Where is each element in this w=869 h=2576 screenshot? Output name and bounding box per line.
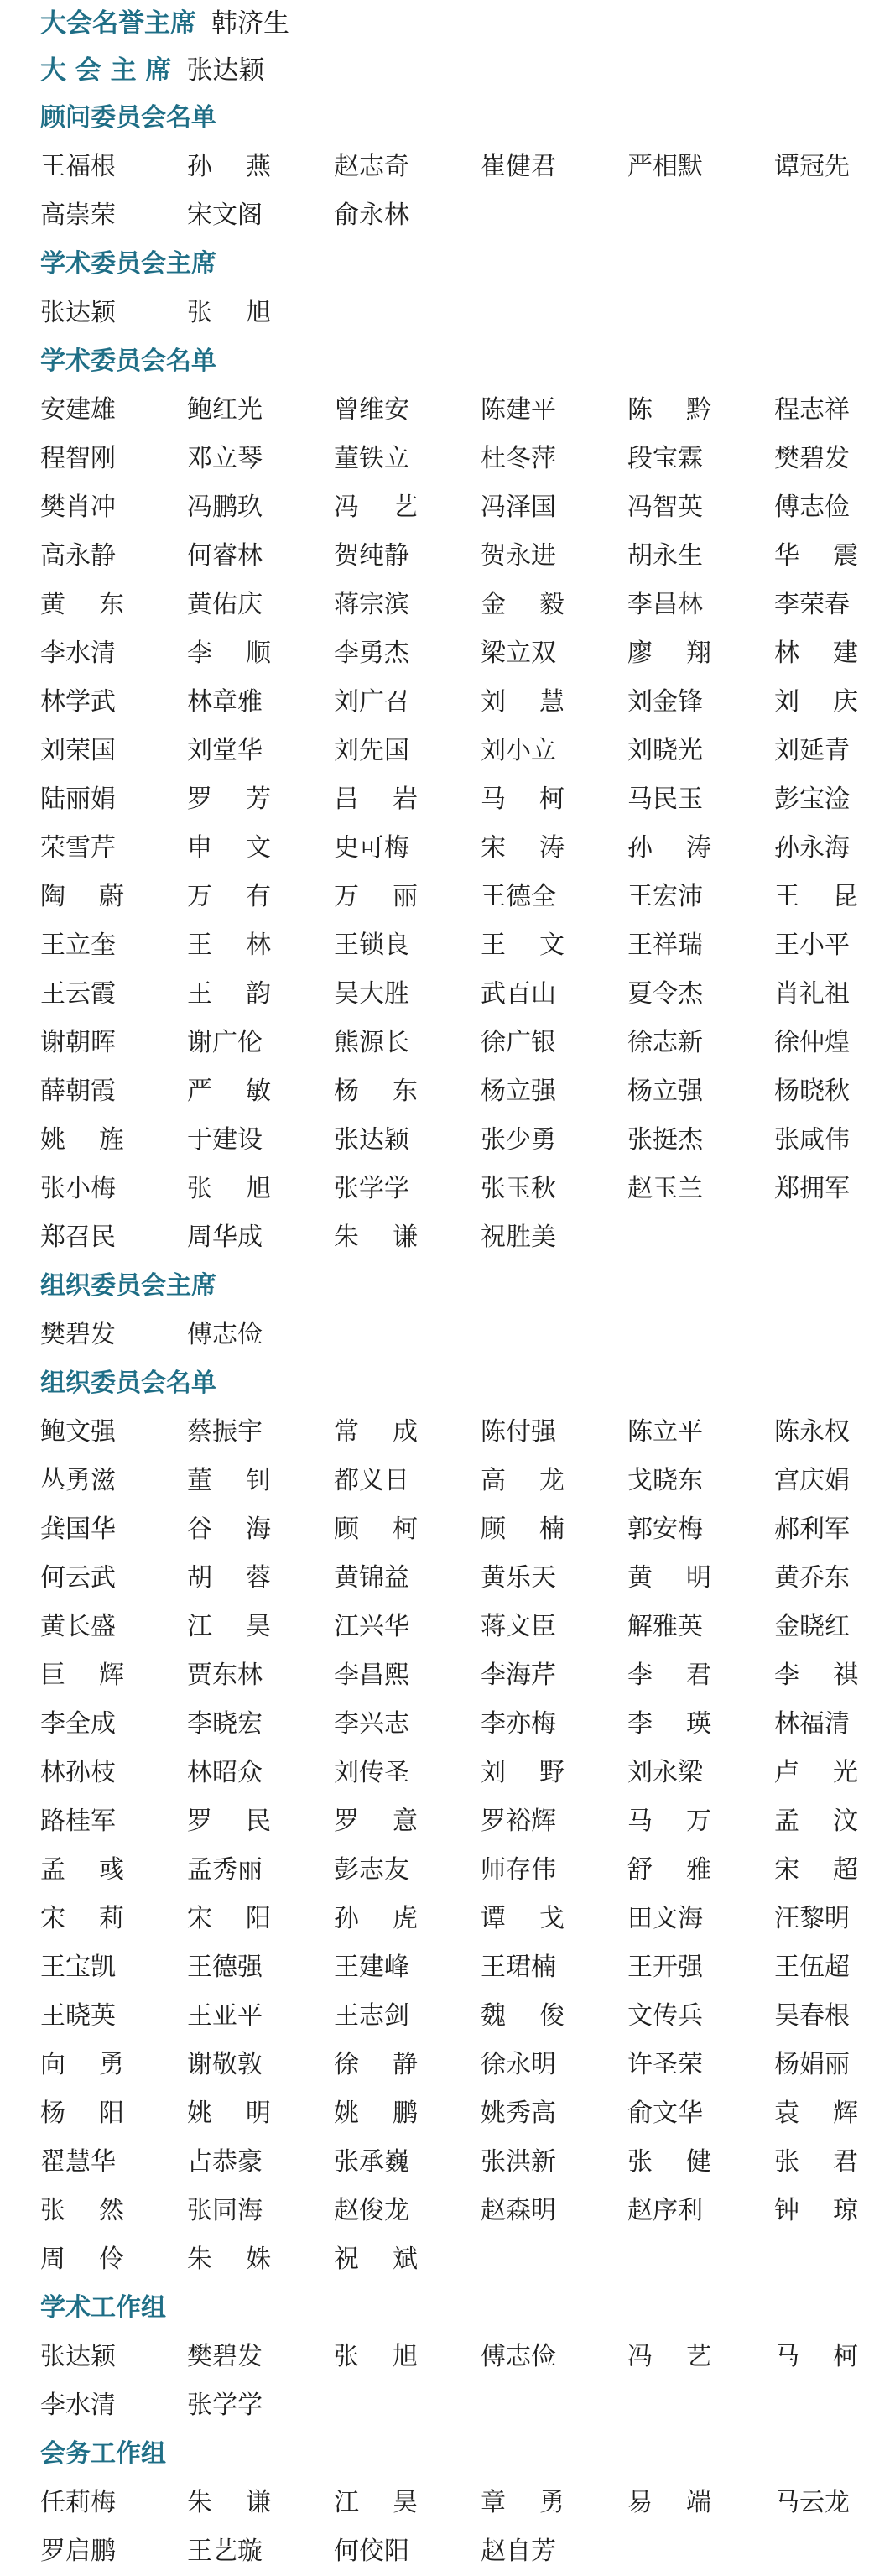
member-name: 王云霞 — [40, 979, 116, 1009]
member-name: 刘 庆 — [774, 687, 858, 717]
member-name: 林学武 — [40, 687, 116, 717]
section-title: 学术委员会主席 — [40, 249, 216, 279]
member-name: 姚 旌 — [40, 1125, 124, 1155]
member-name: 李 祺 — [774, 1661, 858, 1690]
member-name: 王 昆 — [774, 882, 858, 911]
member-name: 江 昊 — [187, 1612, 271, 1641]
member-name: 张洪新 — [481, 2147, 556, 2177]
member-name: 史可梅 — [334, 833, 409, 863]
member-name: 何睿林 — [187, 541, 263, 571]
member-name: 戈晓东 — [627, 1466, 703, 1495]
section-title: 会务工作组 — [40, 2439, 166, 2469]
section-title: 组织委员会名单 — [40, 1369, 216, 1398]
member-name: 陈 黔 — [627, 395, 711, 425]
member-name: 谭 戈 — [481, 1904, 565, 1933]
member-name: 朱 谦 — [187, 2488, 271, 2517]
member-name: 孙 虎 — [334, 1904, 418, 1933]
member-name: 林昭众 — [187, 1758, 263, 1787]
member-name: 张学学 — [187, 2391, 263, 2420]
chair-name: 张达颖 — [186, 55, 265, 86]
member-name: 黄 明 — [627, 1563, 711, 1593]
member-name: 王德全 — [481, 882, 556, 911]
member-name: 张达颖 — [40, 2342, 116, 2371]
member-name: 冯鹏玖 — [187, 493, 263, 522]
member-name: 王福根 — [40, 152, 116, 181]
section-title: 学术委员会名单 — [40, 347, 216, 376]
member-name: 李昌林 — [627, 590, 703, 619]
member-name: 冯泽国 — [481, 493, 556, 522]
member-name: 翟慧华 — [40, 2147, 116, 2177]
member-name: 文传兵 — [627, 2001, 703, 2031]
member-name: 赵自芳 — [481, 2537, 556, 2566]
member-name: 程志祥 — [774, 395, 850, 425]
member-name: 彭志友 — [334, 1855, 409, 1885]
member-name: 董 钊 — [187, 1466, 271, 1495]
member-name: 孟秀丽 — [187, 1855, 263, 1885]
member-name: 钟 琼 — [774, 2196, 858, 2225]
member-name: 李 君 — [627, 1661, 711, 1690]
member-name: 郑召民 — [40, 1223, 116, 1252]
member-name: 俞永林 — [334, 201, 409, 230]
member-name: 王锁良 — [334, 931, 409, 960]
member-name: 孙永海 — [774, 833, 850, 863]
honorary-chair-name: 韩济生 — [211, 8, 289, 39]
member-name: 张 健 — [627, 2147, 711, 2177]
member-name: 卢 光 — [774, 1758, 858, 1787]
member-name: 朱 谦 — [334, 1223, 418, 1252]
member-name: 黄佑庆 — [187, 590, 263, 619]
member-name: 郭安梅 — [627, 1515, 703, 1544]
member-name: 高崇荣 — [40, 201, 116, 230]
member-name: 黄锦益 — [334, 1563, 409, 1593]
member-name: 梁立双 — [481, 639, 556, 668]
member-name: 李 瑛 — [627, 1709, 711, 1739]
member-name: 顾 柯 — [334, 1515, 418, 1544]
member-name: 都义日 — [334, 1466, 409, 1495]
member-name: 姚 明 — [187, 2099, 271, 2128]
member-name: 李昌熙 — [334, 1661, 409, 1690]
member-name: 张达颖 — [40, 298, 116, 327]
member-name: 黄乔东 — [774, 1563, 850, 1593]
member-name: 冯 艺 — [334, 493, 418, 522]
member-name: 林孙枝 — [40, 1758, 116, 1787]
member-name: 巨 辉 — [40, 1661, 124, 1690]
member-name: 安建雄 — [40, 395, 116, 425]
member-name: 申 文 — [187, 833, 271, 863]
member-name: 陈付强 — [481, 1417, 556, 1447]
committee-section — [0, 94, 869, 240]
member-name: 马 万 — [627, 1807, 711, 1836]
member-name: 李亦梅 — [481, 1709, 556, 1739]
member-name: 刘 野 — [481, 1758, 565, 1787]
member-name: 鲍文强 — [40, 1417, 116, 1447]
member-name: 黄乐天 — [481, 1563, 556, 1593]
member-name: 何佼阳 — [334, 2537, 409, 2566]
member-name: 张 旭 — [187, 298, 271, 327]
member-name: 张咸伟 — [774, 1125, 850, 1155]
member-name: 杨 阳 — [40, 2099, 124, 2128]
honorary-chair-row — [0, 0, 869, 47]
member-name: 吴春根 — [774, 2001, 850, 2031]
member-name: 严相默 — [627, 152, 703, 181]
member-name: 贺纯静 — [334, 541, 409, 571]
member-name: 崔健君 — [481, 152, 556, 181]
member-name: 张小梅 — [40, 1174, 116, 1203]
member-name: 江兴华 — [334, 1612, 409, 1641]
member-name: 陆丽娟 — [40, 785, 116, 814]
member-name: 宫庆娟 — [774, 1466, 850, 1495]
member-name: 袁 辉 — [774, 2099, 858, 2128]
member-name: 谭冠先 — [774, 152, 850, 181]
member-name: 华 震 — [774, 541, 858, 571]
member-name: 向 勇 — [40, 2050, 124, 2079]
member-name: 张 旭 — [334, 2342, 418, 2371]
member-name: 荣雪芹 — [40, 833, 116, 863]
committee-section — [0, 240, 869, 337]
member-name: 刘广召 — [334, 687, 409, 717]
member-name: 林 建 — [774, 639, 858, 668]
member-name: 马 柯 — [774, 2342, 858, 2371]
member-name: 刘先国 — [334, 736, 409, 765]
member-name: 刘永梁 — [627, 1758, 703, 1787]
member-name: 胡 蓉 — [187, 1563, 271, 1593]
member-name: 田文海 — [627, 1904, 703, 1933]
member-name: 徐广银 — [481, 1028, 556, 1057]
honorary-chair-label: 大会名誉主席 — [40, 8, 196, 39]
member-name: 任莉梅 — [40, 2488, 116, 2517]
member-name: 高永静 — [40, 541, 116, 571]
member-name: 高 龙 — [481, 1466, 565, 1495]
committee-section — [0, 337, 869, 1262]
member-name: 樊碧发 — [40, 1320, 116, 1349]
member-name: 李勇杰 — [334, 639, 409, 668]
member-name: 王伍超 — [774, 1953, 850, 1982]
section-title: 组织委员会主席 — [40, 1271, 216, 1301]
member-name: 刘传圣 — [334, 1758, 409, 1787]
member-name: 武百山 — [481, 979, 556, 1009]
member-name: 王 韵 — [187, 979, 271, 1009]
member-name: 祝胜美 — [481, 1223, 556, 1252]
member-name: 傅志俭 — [481, 2342, 556, 2371]
section-title: 学术工作组 — [40, 2293, 166, 2323]
member-name: 罗 芳 — [187, 785, 271, 814]
member-name: 路桂军 — [40, 1807, 116, 1836]
member-name: 张 旭 — [187, 1174, 271, 1203]
member-name: 姚 鹏 — [334, 2099, 418, 2128]
member-name: 祝 斌 — [334, 2245, 418, 2274]
member-name: 蔡振宇 — [187, 1417, 263, 1447]
member-name: 顾 楠 — [481, 1515, 565, 1544]
member-name: 蒋文臣 — [481, 1612, 556, 1641]
member-name: 王宝凯 — [40, 1953, 116, 1982]
member-name: 熊源长 — [334, 1028, 409, 1057]
member-name: 张同海 — [187, 2196, 263, 2225]
member-name: 李水清 — [40, 639, 116, 668]
member-name: 王 林 — [187, 931, 271, 960]
member-name: 周华成 — [187, 1223, 263, 1252]
member-name: 姚秀高 — [481, 2099, 556, 2128]
name-grid — [0, 1311, 869, 1359]
member-name: 杨 东 — [334, 1077, 418, 1106]
member-name: 章 勇 — [481, 2488, 565, 2517]
member-name: 孟 汶 — [774, 1807, 858, 1836]
member-name: 郑拥军 — [774, 1174, 850, 1203]
member-name: 郝利军 — [774, 1515, 850, 1544]
member-name: 杨立强 — [481, 1077, 556, 1106]
member-name: 谢朝晖 — [40, 1028, 116, 1057]
member-name: 罗 意 — [334, 1807, 418, 1836]
committee-sections — [0, 94, 869, 2576]
member-name: 杨立强 — [627, 1077, 703, 1106]
member-name: 孙 涛 — [627, 833, 711, 863]
member-name: 彭宝淦 — [774, 785, 850, 814]
member-name: 张挺杰 — [627, 1125, 703, 1155]
member-name: 陈立平 — [627, 1417, 703, 1447]
member-name: 李海芹 — [481, 1661, 556, 1690]
member-name: 王珺楠 — [481, 1953, 556, 1982]
member-name: 宋 阳 — [187, 1904, 271, 1933]
member-name: 周 伶 — [40, 2245, 124, 2274]
member-name: 杨晓秋 — [774, 1077, 850, 1106]
name-grid — [0, 289, 869, 337]
member-name: 王亚平 — [187, 2001, 263, 2031]
member-name: 王德强 — [187, 1953, 263, 1982]
member-name: 金晓红 — [774, 1612, 850, 1641]
member-name: 肖礼祖 — [774, 979, 850, 1009]
member-name: 马 柯 — [481, 785, 565, 814]
member-name: 冯智英 — [627, 493, 703, 522]
member-name: 李 顺 — [187, 639, 271, 668]
member-name: 薛朝霞 — [40, 1077, 116, 1106]
name-grid — [0, 143, 869, 240]
member-name: 赵森明 — [481, 2196, 556, 2225]
name-grid — [0, 386, 869, 1262]
member-name: 李全成 — [40, 1709, 116, 1739]
member-name: 易 端 — [627, 2488, 711, 2517]
member-name: 谢敬敦 — [187, 2050, 263, 2079]
member-name: 樊肖冲 — [40, 493, 116, 522]
member-name: 李兴志 — [334, 1709, 409, 1739]
member-name: 孙 燕 — [187, 152, 271, 181]
member-name: 何云武 — [40, 1563, 116, 1593]
member-name: 江 昊 — [334, 2488, 418, 2517]
member-name: 刘荣国 — [40, 736, 116, 765]
member-name: 舒 雅 — [627, 1855, 711, 1885]
member-name: 王建峰 — [334, 1953, 409, 1982]
member-name: 傅志俭 — [774, 493, 850, 522]
member-name: 胡永生 — [627, 541, 703, 571]
member-name: 于建设 — [187, 1125, 263, 1155]
member-name: 王晓英 — [40, 2001, 116, 2031]
member-name: 赵序利 — [627, 2196, 703, 2225]
member-name: 吕 岩 — [334, 785, 418, 814]
member-name: 廖 翔 — [627, 639, 711, 668]
member-name: 张少勇 — [481, 1125, 556, 1155]
member-name: 程智刚 — [40, 444, 116, 473]
member-name: 许圣荣 — [627, 2050, 703, 2079]
member-name: 林章雅 — [187, 687, 263, 717]
member-name: 王艺璇 — [187, 2537, 263, 2566]
member-name: 王立奎 — [40, 931, 116, 960]
member-name: 解雅英 — [627, 1612, 703, 1641]
member-name: 黄 东 — [40, 590, 124, 619]
member-name: 宋 涛 — [481, 833, 565, 863]
member-name: 王祥瑞 — [627, 931, 703, 960]
member-name: 李晓宏 — [187, 1709, 263, 1739]
member-name: 杜冬萍 — [481, 444, 556, 473]
member-name: 张玉秋 — [481, 1174, 556, 1203]
member-name: 董铁立 — [334, 444, 409, 473]
member-name: 张 君 — [774, 2147, 858, 2177]
committee-section — [0, 2284, 869, 2430]
member-name: 李水清 — [40, 2391, 116, 2420]
member-name: 宋 超 — [774, 1855, 858, 1885]
member-name: 罗 民 — [187, 1807, 271, 1836]
member-name: 张学学 — [334, 1174, 409, 1203]
chair-row — [0, 47, 869, 94]
committee-section — [0, 1262, 869, 1359]
member-name: 陈建平 — [481, 395, 556, 425]
member-name: 宋 莉 — [40, 1904, 124, 1933]
member-name: 罗裕辉 — [481, 1807, 556, 1836]
member-name: 汪黎明 — [774, 1904, 850, 1933]
member-name: 刘金锋 — [627, 687, 703, 717]
member-name: 严 敏 — [187, 1077, 271, 1106]
member-name: 刘 慧 — [481, 687, 565, 717]
member-name: 刘堂华 — [187, 736, 263, 765]
member-name: 万 丽 — [334, 882, 418, 911]
member-name: 王 文 — [481, 931, 565, 960]
committee-section — [0, 1359, 869, 2284]
member-name: 赵俊龙 — [334, 2196, 409, 2225]
member-name: 刘小立 — [481, 736, 556, 765]
member-name: 陈永权 — [774, 1417, 850, 1447]
member-name: 刘晓光 — [627, 736, 703, 765]
member-name: 傅志俭 — [187, 1320, 263, 1349]
member-name: 贺永进 — [481, 541, 556, 571]
member-name: 张达颖 — [334, 1125, 409, 1155]
member-name: 万 有 — [187, 882, 271, 911]
member-name: 徐志新 — [627, 1028, 703, 1057]
member-name: 宋文阁 — [187, 201, 263, 230]
member-name: 赵志奇 — [334, 152, 409, 181]
name-grid — [0, 2479, 869, 2576]
member-name: 徐仲煌 — [774, 1028, 850, 1057]
name-grid — [0, 1408, 869, 2284]
member-name: 邓立琴 — [187, 444, 263, 473]
member-name: 徐永明 — [481, 2050, 556, 2079]
member-name: 朱 姝 — [187, 2245, 271, 2274]
member-name: 魏 俊 — [481, 2001, 565, 2031]
member-name: 林福清 — [774, 1709, 850, 1739]
member-name: 段宝霖 — [627, 444, 703, 473]
member-name: 张 然 — [40, 2196, 124, 2225]
member-name: 王志剑 — [334, 2001, 409, 2031]
member-name: 刘延青 — [774, 736, 850, 765]
member-name: 俞文华 — [627, 2099, 703, 2128]
member-name: 曾维安 — [334, 395, 409, 425]
member-name: 谷 海 — [187, 1515, 271, 1544]
member-name: 王小平 — [774, 931, 850, 960]
member-name: 蒋宗滨 — [334, 590, 409, 619]
member-name: 赵玉兰 — [627, 1174, 703, 1203]
member-name: 黄长盛 — [40, 1612, 116, 1641]
member-name: 樊碧发 — [187, 2342, 263, 2371]
member-name: 夏令杰 — [627, 979, 703, 1009]
member-name: 徐 静 — [334, 2050, 418, 2079]
member-name: 谢广伦 — [187, 1028, 263, 1057]
member-name: 马民玉 — [627, 785, 703, 814]
member-name: 樊碧发 — [774, 444, 850, 473]
member-name: 马云龙 — [774, 2488, 850, 2517]
member-name: 王宏沛 — [627, 882, 703, 911]
member-name: 陶 蔚 — [40, 882, 124, 911]
section-title: 顾问委员会名单 — [40, 103, 216, 133]
member-name: 常 成 — [334, 1417, 418, 1447]
member-name: 师存伟 — [481, 1855, 556, 1885]
member-name: 王开强 — [627, 1953, 703, 1982]
member-name: 贾东林 — [187, 1661, 263, 1690]
member-name: 冯 艺 — [627, 2342, 711, 2371]
member-name: 吴大胜 — [334, 979, 409, 1009]
member-name: 龚国华 — [40, 1515, 116, 1544]
member-name: 张承巍 — [334, 2147, 409, 2177]
name-grid — [0, 2333, 869, 2430]
committee-section — [0, 2430, 869, 2576]
chair-label: 大 会 主 席 — [40, 55, 172, 86]
member-name: 孟 彧 — [40, 1855, 124, 1885]
member-name: 杨娟丽 — [774, 2050, 850, 2079]
member-name: 金 毅 — [481, 590, 565, 619]
member-name: 占恭豪 — [187, 2147, 263, 2177]
member-name: 罗启鹏 — [40, 2537, 116, 2566]
member-name: 丛勇滋 — [40, 1466, 116, 1495]
member-name: 鲍红光 — [187, 395, 263, 425]
member-name: 李荣春 — [774, 590, 850, 619]
